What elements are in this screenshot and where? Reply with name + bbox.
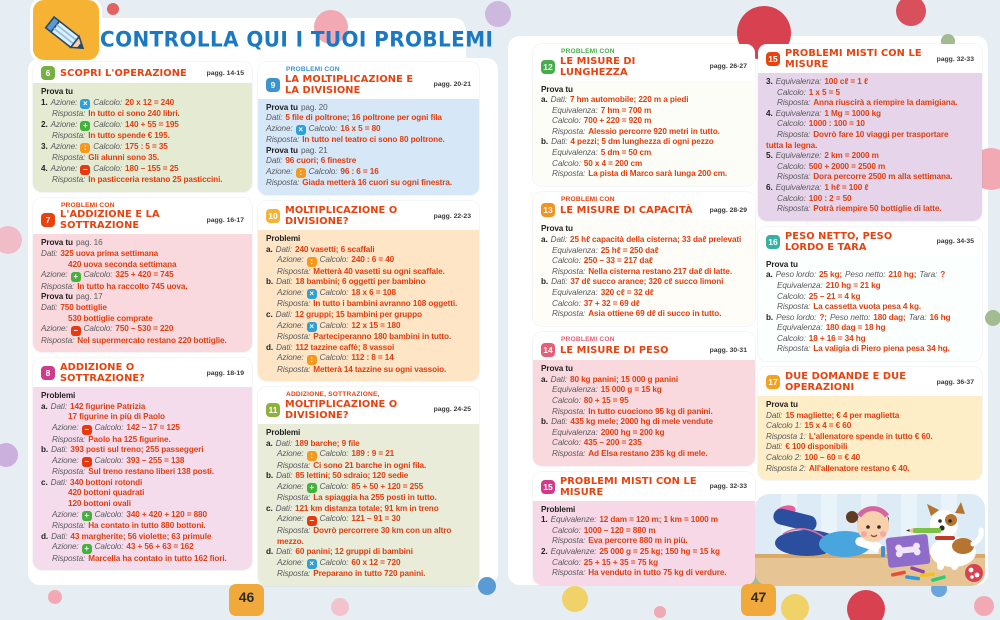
solution-line: Calcolo: 50 x 4 = 200 cm (552, 158, 643, 168)
solution-line: 2. Azione: + Calcolo: 140 + 55 = 195 (41, 119, 179, 131)
solution-line: 2. Equivalenze: 25 000 g = 25 kg; 150 hg = 15 kg (541, 546, 720, 556)
solution-line: Prova tu (541, 224, 573, 234)
page-number-tab-right: 47 (741, 584, 776, 616)
solution-line: Risposta: In tutto nel teatro ci sono 80 poltrone. (266, 135, 445, 145)
solution-line: Calcolo: 37 + 32 = 69 dℓ (552, 298, 640, 308)
solution-line: 120 bottoni ovali (68, 498, 131, 508)
solution-line: Dati: 15 magliette; € 4 per maglietta (766, 410, 900, 420)
section-page-ref: pagg. 22-23 (433, 212, 471, 220)
multiply-op-icon: × (307, 559, 317, 569)
solution-line: Calcolo: 500 + 2000 = 2500 m (777, 161, 886, 171)
solution-line: Problemi (266, 427, 301, 437)
solution-line: Risposta: Dora percorre 2500 m alla settimana. (777, 172, 953, 182)
solution-line: Calcolo: 250 – 33 = 217 daℓ (552, 256, 653, 266)
solution-line: 4. Azione: − Calcolo: 180 – 155 = 25 (41, 163, 179, 175)
solution-line: a. Dati: 7 hm automobile; 220 m a piedi (541, 95, 689, 105)
solution-line: Prova tu (541, 364, 573, 374)
solution-line: Risposta: La cassetta vuota pesa 4 kg. (777, 302, 922, 312)
section-title: PESO NETTO, PESO LORDO E TARA (785, 230, 893, 253)
section-card-8 (33, 358, 252, 570)
solution-line: Calcolo: 18 + 16 = 34 hg (777, 333, 866, 343)
solution-line: Risposta: Paolo ha 125 figurine. (52, 434, 171, 444)
divide-op-icon: : (307, 257, 317, 267)
solution-line: Prova tu (41, 87, 73, 96)
section-page-ref: pagg. 24-25 (433, 406, 471, 414)
pencil-badge (30, 0, 102, 63)
solution-line: Prova tu (766, 259, 798, 269)
solution-line: Risposta: Anna riuscirà a riempire la damigiana. (777, 98, 958, 108)
solution-line: Risposta: Marcella ha contato in tutto 162 fiori. (52, 553, 227, 563)
section-title: LE MISURE DI LUNGHEZZA (560, 55, 636, 78)
section-number-badge: 14 (541, 343, 555, 357)
section-title: LE MISURE DI PESO (560, 344, 669, 356)
add-op-icon: + (82, 544, 92, 554)
solution-line: Dati: 325 uova prima settimana (41, 249, 159, 259)
add-op-icon: + (82, 511, 92, 521)
decorative-dot (896, 0, 926, 26)
section-number-badge: 11 (266, 403, 280, 417)
solution-line: Calcolo: 25 + 15 + 35 = 75 kg (552, 557, 659, 567)
section-number-badge: 17 (766, 375, 780, 389)
section-page-ref: pagg. 28-29 (709, 206, 747, 214)
solution-line: a. Dati: 189 barche; 9 file (266, 438, 360, 448)
section-title: L'ADDIZIONE E LA SOTTRAZIONE (60, 209, 160, 232)
section-page-ref: pagg. 16-17 (206, 216, 244, 224)
section-page-ref: pagg. 20-21 (433, 81, 471, 88)
solution-line: Equivalenza: 2000 hg = 200 kg (552, 427, 665, 437)
section-page-ref: pagg. 34-35 (936, 238, 974, 246)
section-header (533, 332, 755, 361)
section-body (258, 424, 479, 586)
solution-line: a. Peso lordo: 25 kg; Peso netto: 210 hg; Tara: ? (766, 270, 946, 280)
section-body (533, 81, 755, 186)
section-card-16 (758, 227, 982, 361)
column-1 (33, 62, 252, 570)
section-page-ref: pagg. 32-33 (709, 483, 747, 491)
solution-line: a. Dati: 240 vasetti; 6 scaffali (266, 244, 375, 254)
solution-line: Calcolo: 100 : 2 = 50 (777, 193, 852, 203)
section-eyebrow: PROBLEMI CON (286, 66, 340, 73)
decorative-dot (478, 577, 496, 595)
decorative-dot (654, 606, 666, 618)
decorative-dot (562, 586, 588, 612)
solution-line: Risposta: Giada metterà 16 cuori su ogni finestra. (266, 178, 453, 188)
solution-line: Calcolo: 1000 : 100 = 10 (777, 119, 865, 129)
girl-and-dog-illustration (755, 494, 985, 586)
section-header (533, 472, 755, 501)
section-body (33, 234, 252, 352)
section-number-badge: 6 (41, 66, 55, 80)
section-body (533, 360, 755, 465)
section-card-17 (758, 367, 982, 480)
solution-line: Risposta: Asia ottiene 69 dℓ di succo in tutto. (552, 309, 722, 319)
solution-line: Risposta: In tutto i bambini avranno 108 oggetti. (277, 299, 458, 309)
subtract-op-icon: − (307, 516, 317, 526)
solution-line: 4. Equivalenza: 1 Mg = 1000 kg (766, 108, 881, 118)
solution-line: 3. Equivalenza: 100 cℓ = 1 ℓ (766, 77, 868, 86)
solution-line: Problemi (266, 234, 301, 244)
solution-line: Calcolo: 25 – 21 = 4 kg (777, 291, 861, 301)
solution-line: tutta la legna. (766, 140, 818, 150)
section-number-badge: 10 (266, 209, 280, 223)
subtract-op-icon: − (71, 326, 81, 336)
section-card-9 (258, 62, 479, 195)
solution-line: Azione: + Calcolo: 43 + 56 + 63 = 162 (52, 542, 194, 553)
section-eyebrow: PROBLEMI CON (561, 335, 615, 343)
section-title: LE MISURE DI CAPACITÀ (560, 204, 693, 216)
section-eyebrow: PROBLEMI CON (561, 48, 615, 55)
solution-line: Prova tu (541, 84, 573, 94)
solution-line: Prova tu pag. 21 (266, 145, 328, 155)
solution-line: Calcolo: 1 x 5 = 5 (777, 87, 840, 97)
section-card-13 (533, 192, 755, 326)
subtract-op-icon: − (82, 457, 92, 467)
solution-line: a. Dati: 25 hℓ capacità della cisterna; 33 daℓ prelevati (541, 234, 742, 244)
solution-line: b. Dati: 18 bambini; 6 oggetti per bambino (266, 277, 426, 287)
solution-line: Azione: : Calcolo: 189 : 9 = 21 (277, 449, 395, 460)
column-2 (258, 62, 479, 586)
solution-line: Azione: + Calcolo: 340 + 420 + 120 = 880 (52, 509, 207, 521)
section-card-15 (533, 472, 755, 585)
solution-line: Risposta 1: L'allenatore spende in tutto € 60. (766, 431, 933, 441)
section-page-ref: pagg. 14-15 (206, 69, 244, 77)
section-title: PROBLEMI MISTI CON LE MISURE (785, 48, 922, 70)
multiply-op-icon: × (307, 289, 317, 299)
solution-line: Risposta: In tutto ha raccolto 745 uova. (41, 281, 188, 291)
solution-line: Prova tu pag. 16 (41, 238, 103, 248)
subtract-op-icon: − (82, 425, 92, 435)
section-number-badge: 7 (41, 213, 55, 227)
pencil-icon (41, 10, 91, 60)
solution-line: Dati: 96 cuori; 6 finestre (266, 156, 357, 166)
solution-line: Risposta: Nel supermercato restano 220 bottiglie. (41, 335, 227, 345)
solution-line: Azione: × Calcolo: 60 x 12 = 720 (277, 557, 401, 569)
section-body (758, 256, 982, 361)
decorative-dot (847, 590, 885, 620)
solution-line: Azione: − Calcolo: 142 – 17 = 125 (52, 423, 180, 434)
solution-line: Risposta: In pasticceria restano 25 pasticcini. (52, 175, 223, 185)
section-number-badge: 15 (766, 52, 780, 66)
section-body (758, 73, 982, 221)
solution-line: Risposta: Ha venduto in tutto 75 kg di verdure. (552, 568, 727, 578)
solution-line: Azione: + Calcolo: 85 + 50 + 120 = 255 (277, 481, 424, 493)
solution-line: Azione: : Calcolo: 96 : 6 = 16 (266, 166, 379, 178)
solution-line: Equivalenza: 7 hm = 700 m (552, 105, 652, 115)
solution-line: Azione: : Calcolo: 240 : 6 = 40 (277, 255, 395, 266)
solution-line: Azione: × Calcolo: 12 x 15 = 180 (277, 320, 401, 332)
solution-line: Risposta: Dovrò percorrere 30 km con un altro (277, 525, 452, 535)
solution-line: Equivalenza: 5 dm = 50 cm (552, 148, 652, 158)
subtract-op-icon: − (80, 165, 90, 175)
solution-line: Risposta: In tutto ci sono 240 libri. (52, 109, 180, 119)
section-page-ref: pagg. 26-27 (709, 63, 747, 70)
section-header (533, 44, 755, 81)
solution-line: c. Dati: 121 km distanza totale; 91 km in treno (266, 503, 439, 513)
solution-line: Risposta: Gli alunni sono 35. (52, 153, 160, 163)
section-body (758, 396, 982, 480)
section-title: SCOPRI L'OPERAZIONE (60, 67, 187, 79)
section-header (758, 44, 982, 73)
column-4 (758, 44, 982, 480)
solution-line: Risposta: Potrà riempire 50 bottiglie di latte. (777, 204, 942, 214)
solution-line: Risposta: Nella cisterna restano 217 daℓ di latte. (552, 266, 733, 276)
solution-line: Risposta: In tutto cuociono 95 kg di panini. (552, 406, 713, 416)
section-page-ref: pagg. 36-37 (936, 378, 974, 386)
divide-op-icon: : (296, 168, 306, 178)
solution-line: Risposta: Ad Elsa restano 235 kg di mele. (552, 448, 708, 458)
solution-line: Calcolo: 1000 – 120 = 880 m (552, 525, 656, 535)
solution-line: Azione: × Calcolo: 18 x 6 = 108 (277, 287, 396, 299)
solution-line: d. Dati: 60 panini; 12 gruppi di bambini (266, 547, 413, 557)
section-header (258, 62, 479, 99)
section-header (758, 367, 982, 396)
decorative-dot (331, 598, 349, 616)
solution-line: Calcolo: 700 + 220 = 920 m (552, 116, 652, 126)
section-number-badge: 8 (41, 366, 55, 380)
divide-op-icon: : (80, 143, 90, 153)
solution-line: Equivalenza: 25 hℓ = 250 daℓ (552, 245, 659, 255)
section-header (258, 201, 479, 230)
solution-line: Azione: − Calcolo: 750 – 530 = 220 (41, 324, 174, 335)
decorative-dot (985, 310, 1000, 326)
section-header (33, 358, 252, 387)
solution-line: Azione: − Calcolo: 121 – 91 = 30 (277, 514, 401, 525)
section-body (33, 387, 252, 570)
solution-line: Risposta: In tutto spende € 195. (52, 131, 170, 141)
decorative-dot (48, 590, 62, 604)
multiply-op-icon: × (296, 125, 306, 135)
solution-line: b. Dati: 435 kg mele; 2000 hg di mele vendute (541, 417, 713, 427)
solution-line: Prova tu pag. 17 (41, 292, 103, 302)
solution-line: 5. Equivalenze: 2 km = 2000 m (766, 151, 879, 161)
solution-line: Azione: + Calcolo: 325 + 420 = 745 (41, 270, 174, 281)
section-title: PROBLEMI MISTI CON LE MISURE (560, 475, 697, 498)
solution-line: 3. Azione: : Calcolo: 175 : 5 = 35 (41, 141, 168, 153)
page-title: CONTROLLA QUI I TUOI PROBLEMI (100, 26, 494, 52)
section-number-badge: 13 (541, 203, 555, 217)
solution-line: Risposta: Preparano in tutto 720 panini. (277, 569, 426, 579)
solution-line: Dati: € 100 disponibili (766, 442, 848, 452)
solution-line: Risposta: Eva percorre 880 m in più. (552, 536, 688, 546)
solution-line: Risposta 2: All'allenatore restano € 40. (766, 463, 910, 473)
column-3 (533, 44, 755, 585)
solution-line: Risposta: Ha contato in tutto 880 bottoni. (52, 521, 206, 531)
decorative-dot (781, 594, 809, 620)
section-card-12 (533, 44, 755, 186)
solution-line: Problemi (541, 504, 576, 514)
divide-op-icon: : (307, 355, 317, 365)
page-number-tab-left: 46 (229, 584, 264, 616)
solution-line: c. Dati: 12 gruppi; 15 bambini per gruppo (266, 310, 422, 320)
solution-line: Calcolo: 80 + 15 = 95 (552, 395, 629, 405)
section-header (758, 227, 982, 256)
section-header (33, 198, 252, 235)
section-page-ref: pagg. 18-19 (206, 369, 244, 377)
solution-line: 530 bottiglie comprate (68, 313, 153, 323)
section-eyebrow: PROBLEMI CON (561, 195, 615, 203)
section-number-badge: 15 (541, 480, 555, 494)
section-body (533, 501, 755, 585)
decorative-dot (0, 443, 18, 467)
solution-line: Risposta: Sul treno restano liberi 138 posti. (52, 467, 214, 477)
solution-line: Risposta: La pista di Marco sarà lunga 200 cm. (552, 169, 728, 179)
solution-line: Equivalenza: 210 hg = 21 kg (777, 280, 881, 290)
divide-op-icon: : (307, 451, 317, 461)
section-body (258, 230, 479, 381)
section-title: MOLTIPLICAZIONE O DIVISIONE? (285, 205, 398, 228)
section-card-10 (258, 201, 479, 381)
solution-line: b. Dati: 85 lettini; 50 sdraio; 120 sedie (266, 471, 409, 481)
solution-line: 420 bottoni quadrati (68, 488, 145, 498)
decorative-dot (974, 596, 994, 616)
solution-line: d. Dati: 43 margherite; 56 violette; 63 primule (41, 531, 212, 541)
solution-line: c. Dati: 340 bottoni rotondi (41, 477, 143, 487)
multiply-op-icon: × (80, 99, 90, 109)
add-op-icon: + (71, 272, 81, 282)
solution-line: d. Dati: 112 tazzine caffè; 8 vassoi (266, 342, 395, 352)
solution-line: 1. Azione: × Calcolo: 20 x 12 = 240 (41, 97, 175, 109)
decorative-dot (107, 3, 119, 15)
section-body (258, 99, 479, 196)
section-page-ref: pagg. 30-31 (709, 346, 747, 354)
section-page-ref: pagg. 32-33 (936, 55, 974, 63)
section-eyebrow: PROBLEMI CON (61, 201, 115, 209)
solution-line: Dati: 5 file di poltrone; 16 poltrone per ogni fila (266, 113, 442, 123)
solution-line: Risposta: Metterà 40 vasetti su ogni scaffale. (277, 266, 445, 276)
solution-line: Azione: : Calcolo: 112 : 8 = 14 (277, 353, 394, 364)
section-card-11 (258, 387, 479, 585)
section-title: ADDIZIONE O SOTTRAZIONE? (60, 362, 145, 385)
solution-line: Azione: − Calcolo: 393 – 255 = 138 (52, 455, 185, 467)
section-header (33, 62, 252, 83)
solution-line: b. Peso lordo: ?; Peso netto: 180 dag; Tara: 16 hg (766, 312, 951, 322)
section-number-badge: 16 (766, 235, 780, 249)
solution-line: 420 uova seconda settimana (68, 259, 177, 269)
solution-line: b. Dati: 393 posti sul treno; 255 passeggeri (41, 445, 204, 455)
solution-line: 1. Equivalenze: 12 dam = 120 m; 1 km = 1000 m (541, 515, 718, 525)
solution-line: Calcolo 1: 15 x 4 = € 60 (766, 421, 852, 431)
section-eyebrow: ADDIZIONE, SOTTRAZIONE, (286, 391, 380, 399)
section-title: LA MOLTIPLICAZIONE E LA DIVISIONE (285, 73, 414, 96)
solution-line: a. Dati: 142 figurine Patrizia (41, 401, 146, 411)
decorative-dot (485, 1, 511, 27)
solution-line: Calcolo: 435 – 200 = 235 (552, 438, 642, 448)
solution-line: b. Dati: 37 dℓ succo arance; 320 cℓ succo limoni (541, 277, 724, 287)
solution-line: Prova tu pag. 20 (266, 102, 328, 112)
solution-line: Problemi (41, 391, 76, 401)
solution-line: Dati: 750 bottiglie (41, 302, 107, 312)
section-card-14 (533, 332, 755, 466)
solution-line: Risposta: Metterà 14 tazzine su ogni vassoio. (277, 364, 447, 374)
solution-line: Risposta: Alessio percorre 920 metri in tutto. (552, 126, 720, 136)
solution-line: Equivalenza: 180 dag = 18 hg (777, 323, 886, 333)
solution-line: Calcolo 2: 100 – 60 = € 40 (766, 453, 861, 463)
add-op-icon: + (80, 121, 90, 131)
solution-line: mezzo. (277, 536, 304, 546)
section-body (33, 83, 252, 192)
section-title: DUE DOMANDE E DUE OPERAZIONI (785, 371, 906, 394)
solution-line: Azione: × Calcolo: 16 x 5 = 80 (266, 123, 381, 135)
section-header (533, 192, 755, 221)
section-card-6 (33, 62, 252, 192)
section-card-7 (33, 198, 252, 352)
solution-line: Risposta: Parteciperanno 180 bambini in tutto. (277, 332, 452, 342)
solution-line: 6. Equivalenza: 1 hℓ = 100 ℓ (766, 182, 869, 192)
section-card-15 (758, 44, 982, 221)
solution-line: Risposta: Ci sono 21 barche in ogni fila. (277, 460, 427, 470)
solution-line: Equivalenza: 320 cℓ = 32 dℓ (552, 287, 654, 297)
solution-line: a. Dati: 80 kg panini; 15 000 g panini (541, 374, 679, 384)
add-op-icon: + (307, 483, 317, 493)
solution-line: Equivalenza: 15 000 g = 15 kg (552, 385, 662, 395)
solution-line: b. Dati: 4 pezzi; 5 dm lunghezza di ogni pezzo (541, 137, 714, 147)
solution-line: Prova tu (766, 400, 798, 410)
solution-line: 17 figurine in più di Paolo (68, 412, 165, 422)
solution-line: Risposta: La valigia di Piero piena pesa 34 hg. (777, 344, 950, 354)
solution-line: Risposta: Dovrò fare 10 viaggi per trasportare (777, 129, 949, 139)
decorative-dot (0, 226, 22, 254)
multiply-op-icon: × (307, 322, 317, 332)
section-header (258, 387, 479, 424)
section-number-badge: 12 (541, 60, 555, 74)
solution-line: Risposta: La spiaggia ha 255 posti in tutto. (277, 493, 437, 503)
section-number-badge: 9 (266, 78, 280, 92)
section-body (533, 220, 755, 325)
section-title: MOLTIPLICAZIONE O DIVISIONE? (285, 398, 398, 421)
